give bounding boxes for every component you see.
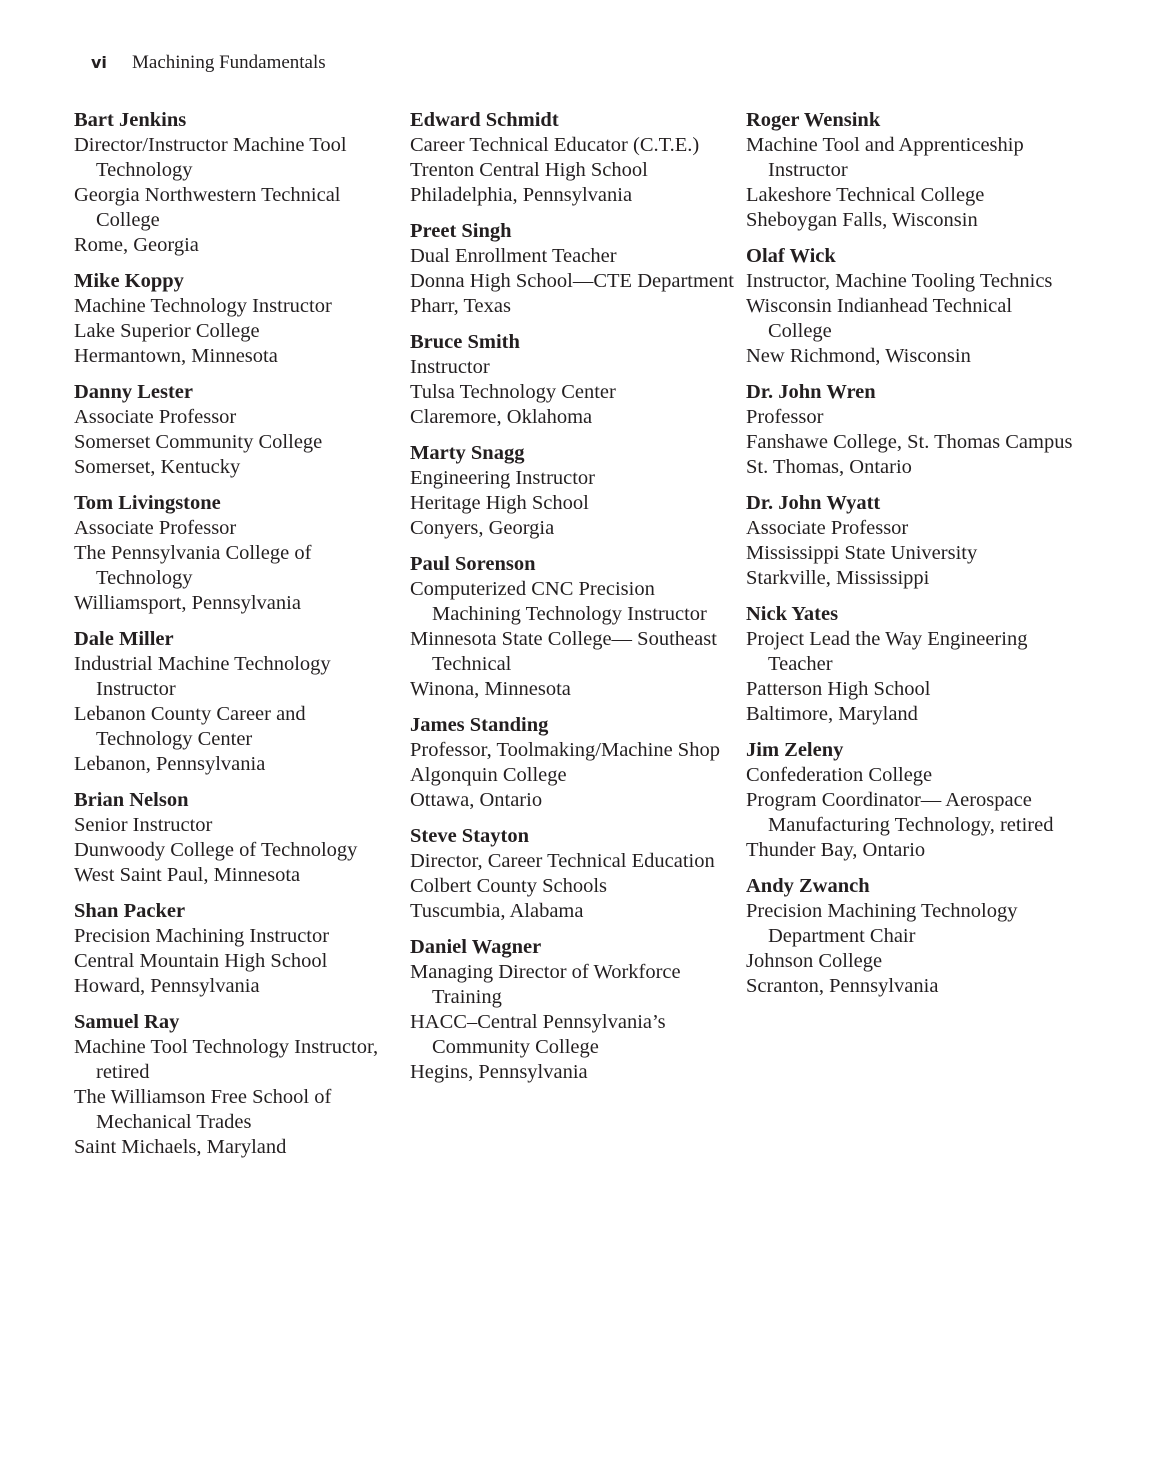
reviewer-name: Dale Miller bbox=[74, 628, 174, 650]
reviewer-entry bbox=[74, 627, 404, 777]
reviewer-detail: The Williamson Free School of Mechanical Trades bbox=[74, 1086, 332, 1133]
reviewer-name: Samuel Ray bbox=[74, 1011, 180, 1033]
reviewer-detail: Mississippi State University bbox=[746, 542, 978, 564]
reviewer-detail: Professor, Toolmaking/Machine Shop bbox=[410, 739, 720, 761]
reviewer-entry bbox=[410, 935, 740, 1085]
reviewer-detail: Project Lead the Way Engineering Teacher bbox=[746, 628, 1028, 675]
reviewer-entry bbox=[74, 108, 404, 258]
reviewer-entry bbox=[410, 441, 740, 541]
reviewer-location: Winona, Minnesota bbox=[410, 678, 571, 700]
reviewer-location: Claremore, Oklahoma bbox=[410, 406, 593, 428]
reviewer-detail: HACC–Central Pennsylvania’s Community College bbox=[410, 1011, 666, 1058]
reviewer-location: Hegins, Pennsylvania bbox=[410, 1061, 588, 1083]
reviewer-entry bbox=[746, 602, 1076, 727]
reviewer-detail: Director, Career Technical Education bbox=[410, 850, 715, 872]
reviewer-location: Tuscumbia, Alabama bbox=[410, 900, 584, 922]
reviewer-column-1 bbox=[74, 108, 404, 1171]
reviewer-location: West Saint Paul, Minnesota bbox=[74, 864, 301, 886]
reviewer-name: Danny Lester bbox=[74, 381, 194, 403]
reviewer-name: Edward Schmidt bbox=[410, 109, 559, 131]
reviewer-detail: Johnson College bbox=[746, 950, 883, 972]
reviewer-detail: Precision Machining Instructor bbox=[74, 925, 330, 947]
reviewer-name: Roger Wensink bbox=[746, 109, 881, 131]
reviewer-name: Olaf Wick bbox=[746, 245, 836, 267]
reviewer-detail: Instructor bbox=[410, 356, 490, 378]
reviewer-detail: Computerized CNC Precision Machining Technology Instructor bbox=[410, 578, 707, 625]
reviewer-location: Hermantown, Minnesota bbox=[74, 345, 278, 367]
reviewer-detail: The Pennsylvania College of Technology bbox=[74, 542, 312, 589]
reviewer-detail: Fanshawe College, St. Thomas Campus bbox=[746, 431, 1073, 453]
reviewer-location: Ottawa, Ontario bbox=[410, 789, 543, 811]
reviewer-detail: Tulsa Technology Center bbox=[410, 381, 616, 403]
reviewer-entry bbox=[746, 108, 1076, 233]
reviewer-location: St. Thomas, Ontario bbox=[746, 456, 912, 478]
reviewer-location: Scranton, Pennsylvania bbox=[746, 975, 939, 997]
reviewer-entry bbox=[410, 108, 740, 208]
reviewer-entry bbox=[746, 491, 1076, 591]
reviewer-detail: Associate Professor bbox=[74, 406, 237, 428]
reviewer-name: Steve Stayton bbox=[410, 825, 530, 847]
reviewer-detail: Heritage High School bbox=[410, 492, 589, 514]
reviewer-detail: Lake Superior College bbox=[74, 320, 260, 342]
reviewer-location: Philadelphia, Pennsylvania bbox=[410, 184, 633, 206]
reviewer-name: Dr. John Wren bbox=[746, 381, 876, 403]
reviewer-detail: Associate Professor bbox=[746, 517, 909, 539]
reviewer-detail: Machine Technology Instructor bbox=[74, 295, 332, 317]
reviewer-detail: Lebanon County Career and Technology Center bbox=[74, 703, 306, 750]
reviewer-detail: Dunwoody College of Technology bbox=[74, 839, 358, 861]
reviewer-detail: Algonquin College bbox=[410, 764, 567, 786]
reviewer-detail: Lakeshore Technical College bbox=[746, 184, 985, 206]
reviewer-name: Mike Koppy bbox=[74, 270, 184, 292]
reviewer-detail: Somerset Community College bbox=[74, 431, 323, 453]
reviewer-detail: Senior Instructor bbox=[74, 814, 213, 836]
reviewer-detail: Trenton Central High School bbox=[410, 159, 648, 181]
reviewer-location: Somerset, Kentucky bbox=[74, 456, 241, 478]
reviewer-name: Marty Snagg bbox=[410, 442, 525, 464]
reviewer-detail: Instructor, Machine Tooling Technics bbox=[746, 270, 1053, 292]
reviewer-detail: Program Coordinator— Aerospace Manufacturing Technology, retired bbox=[746, 789, 1054, 836]
reviewer-entry bbox=[410, 552, 740, 702]
reviewer-detail: Director/Instructor Machine Tool Technology bbox=[74, 134, 347, 181]
reviewer-entry bbox=[746, 244, 1076, 369]
reviewer-detail: Confederation College bbox=[746, 764, 933, 786]
page-number: vi bbox=[91, 53, 107, 72]
reviewer-name: Paul Sorenson bbox=[410, 553, 536, 575]
reviewer-location: Pharr, Texas bbox=[410, 295, 511, 317]
reviewer-entry bbox=[410, 219, 740, 319]
reviewer-detail: Machine Tool and Apprenticeship Instructor bbox=[746, 134, 1024, 181]
reviewer-location: Sheboygan Falls, Wisconsin bbox=[746, 209, 978, 231]
reviewer-entry bbox=[410, 824, 740, 924]
reviewer-entry bbox=[746, 874, 1076, 999]
reviewer-name: Bart Jenkins bbox=[74, 109, 187, 131]
reviewer-name: Tom Livingstone bbox=[74, 492, 221, 514]
reviewer-location: Baltimore, Maryland bbox=[746, 703, 918, 725]
reviewer-column-2 bbox=[410, 108, 740, 1096]
reviewer-entry bbox=[74, 899, 404, 999]
reviewer-entry bbox=[74, 788, 404, 888]
reviewer-location: Lebanon, Pennsylvania bbox=[74, 753, 266, 775]
reviewer-name: James Standing bbox=[410, 714, 549, 736]
reviewer-name: Andy Zwanch bbox=[746, 875, 870, 897]
reviewer-location: Williamsport, Pennsylvania bbox=[74, 592, 301, 614]
reviewer-location: Thunder Bay, Ontario bbox=[746, 839, 926, 861]
reviewer-detail: Colbert County Schools bbox=[410, 875, 608, 897]
reviewer-name: Bruce Smith bbox=[410, 331, 520, 353]
reviewer-location: Rome, Georgia bbox=[74, 234, 199, 256]
reviewer-detail: Central Mountain High School bbox=[74, 950, 328, 972]
reviewer-detail: Donna High School—CTE Department bbox=[410, 270, 734, 292]
reviewer-name: Preet Singh bbox=[410, 220, 512, 242]
reviewer-location: New Richmond, Wisconsin bbox=[746, 345, 971, 367]
reviewer-detail: Industrial Machine Technology Instructor bbox=[74, 653, 331, 700]
reviewer-name: Daniel Wagner bbox=[410, 936, 542, 958]
reviewer-name: Dr. John Wyatt bbox=[746, 492, 881, 514]
reviewer-location: Howard, Pennsylvania bbox=[74, 975, 260, 997]
reviewer-detail: Precision Machining Technology Department Chair bbox=[746, 900, 1018, 947]
reviewer-detail: Patterson High School bbox=[746, 678, 931, 700]
reviewer-location: Starkville, Mississippi bbox=[746, 567, 930, 589]
reviewer-detail: Wisconsin Indianhead Technical College bbox=[746, 295, 1013, 342]
reviewer-detail: Georgia Northwestern Technical College bbox=[74, 184, 341, 231]
reviewer-location: Saint Michaels, Maryland bbox=[74, 1136, 287, 1158]
book-title: Machining Fundamentals bbox=[132, 52, 326, 73]
reviewer-name: Shan Packer bbox=[74, 900, 186, 922]
reviewer-entry bbox=[74, 491, 404, 616]
reviewer-name: Jim Zeleny bbox=[746, 739, 844, 761]
reviewer-detail: Machine Tool Technology Instructor, retired bbox=[74, 1036, 379, 1083]
reviewer-entry bbox=[410, 713, 740, 813]
reviewer-name: Nick Yates bbox=[746, 603, 839, 625]
reviewer-detail: Managing Director of Workforce Training bbox=[410, 961, 681, 1008]
reviewer-detail: Career Technical Educator (C.T.E.) bbox=[410, 134, 700, 156]
reviewer-entry bbox=[74, 1010, 404, 1160]
reviewer-column-3 bbox=[746, 108, 1076, 1010]
reviewer-detail: Minnesota State College— Southeast Technical bbox=[410, 628, 717, 675]
reviewer-entry bbox=[74, 380, 404, 480]
reviewer-location: Conyers, Georgia bbox=[410, 517, 555, 539]
reviewer-detail: Professor bbox=[746, 406, 824, 428]
reviewer-detail: Associate Professor bbox=[74, 517, 237, 539]
reviewer-entry bbox=[746, 738, 1076, 863]
reviewer-entry bbox=[746, 380, 1076, 480]
reviewer-detail: Engineering Instructor bbox=[410, 467, 596, 489]
reviewer-entry bbox=[74, 269, 404, 369]
running-head bbox=[91, 52, 326, 76]
reviewer-entry bbox=[410, 330, 740, 430]
reviewer-detail: Dual Enrollment Teacher bbox=[410, 245, 617, 267]
reviewer-name: Brian Nelson bbox=[74, 789, 189, 811]
